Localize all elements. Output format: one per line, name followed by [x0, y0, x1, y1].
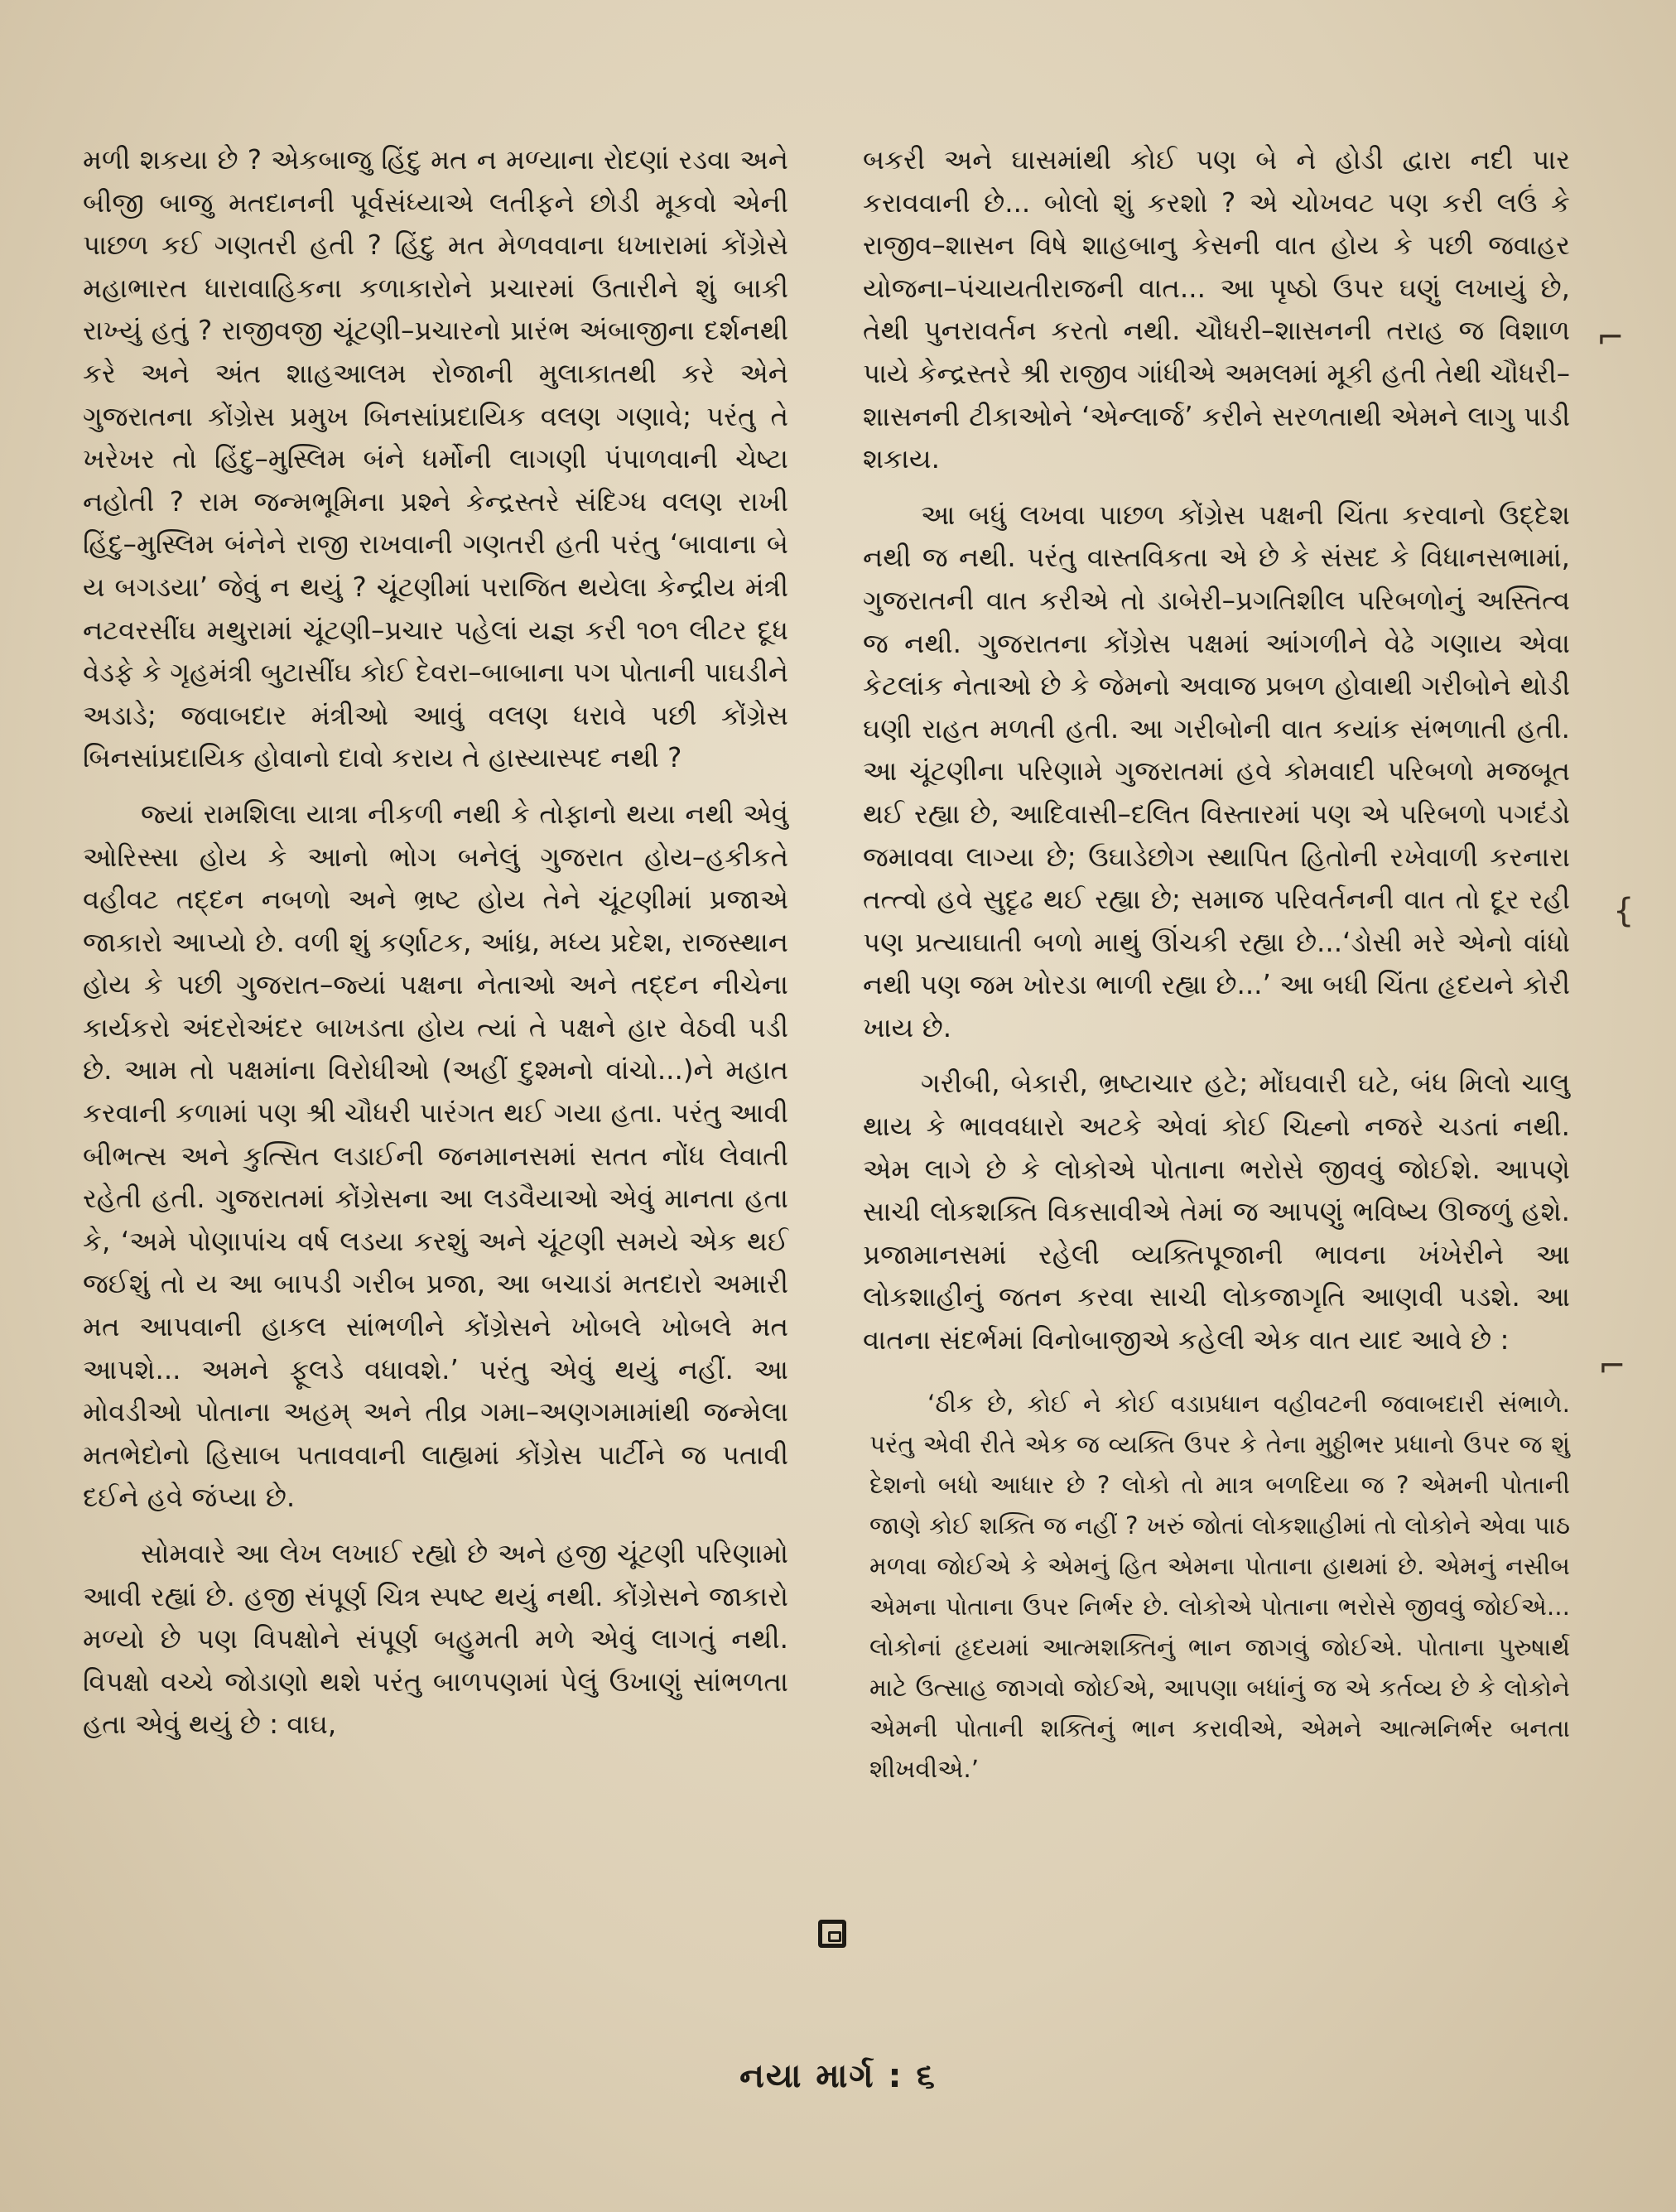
paper-tear-mark-icon: {: [1613, 892, 1635, 930]
left-paragraph-3: સોમવારે આ લેખ લખાઈ રહ્યો છે અને હજી ચૂંટણી પરિણામો આવી રહ્યાં છે. હજી સંપૂર્ણ ચિત્ર સ્પષ્ટ થયું નથી. કોંગ્રેસને જાકારો મળ્યો છે પણ વિપક્ષોને સંપૂર્ણ બહુમતી મળે એવું લાગતું નથી. વિપક્ષો વચ્ચે જોડાણો થશે પરંતુ બાળપણમાં પેલું ઉખાણું સાંભળતા હતા એવું થયું છે : વાઘ,: [83, 1538, 788, 1741]
vinoba-quote: ‘ઠીક છે, કોઈ ને કોઈ વડાપ્રધાન વહીવટની જવાબદારી સંભાળે. પરંતુ એવી રીતે એક જ વ્યક્તિ ઉપર કે તેના મુઠ્ઠીભર પ્રધાનો ઉપર જ શું દેશનો બધો આધાર છે ? લોકો તો માત્ર બળદિયા જ ? એમની પોતાની જાણે કોઈ શક્તિ જ નહીં ? ખરું જોતાં લોકશાહીમાં તો લોકોને એવા પાઠ મળવા જોઈએ કે એમનું હિત એમના પોતાના હાથમાં છે. એમનું નસીબ એમના પોતાના ઉપર નિર્ભર છે. લોકોએ પોતાના ભરોસે જીવવું જોઈએ... લોકોનાં હૃદયમાં આત્મશક્તિનું ભાન જાગવું જોઈએ. પોતાના પુરુષાર્થ માટે ઉત્સાહ જાગવો જોઈએ, આપણા બધાંનું જ એ કર્તવ્ય છે કે લોકોને એમની પોતાની શક્તિનું ભાન કરાવીએ, એમને આત્મનિર્ભર બનતા શીખવીએ.’: [869, 1389, 1570, 1783]
right-column: [863, 139, 1570, 1803]
left-column: [83, 139, 788, 1760]
paper-tear-mark-icon: ⌐: [1598, 1347, 1626, 1386]
page-footer: નયા માર્ગ : ૬: [739, 2057, 937, 2095]
left-paragraph-1: મળી શકયા છે ? એકબાજુ હિંદુ મત ન મળ્યાના રોદણાં રડવા અને બીજી બાજુ મતદાનની પૂર્વસંધ્યાએ લતીફને છોડી મૂકવો એની પાછળ કઈ ગણતરી હતી ? હિંદુ મત મેળવવાના ધખારામાં કોંગ્રેસે મહાભારત ધારાવાહિકના કળાકારોને પ્રચારમાં ઉતારીને શું બાકી રાખ્યું હતું ? રાજીવજી ચૂંટણી–પ્રચારનો પ્રારંભ અંબાજીના દર્શનથી કરે અને અંત શાહઆલમ રોજાની મુલાકાતથી કરે એને ગુજરાતના કોંગ્રેસ પ્રમુખ બિનસાંપ્રદાયિક વલણ ગણાવે; પરંતુ તે ખરેખર તો હિંદુ–મુસ્લિમ બંને ધર્મોની લાગણી પંપાળવાની ચેષ્ટા નહોતી ? રામ જન્મભૂમિના પ્રશ્ને કેન્દ્રસ્તરે સંદિગ્ધ વલણ રાખી હિંદુ–મુસ્લિમ બંનેને રાજી રાખવાની ગણતરી હતી પરંતુ ‘બાવાના બે ય બગડયા’ જેવું ન થયું ? ચૂંટણીમાં પરાજિત થયેલા કેન્દ્રીય મંત્રી નટવરસીંઘ મથુરામાં ચૂંટણી–પ્રચાર પહેલાં યજ્ઞ કરી ૧૦૧ લીટર દૂધ વેડફે કે ગૃહમંત્રી બુટાસીંઘ કોઈ દેવરા–બાબાના પગ પોતાની પાઘડીને અડાડે; જવાબદાર મંત્રીઓ આવું વલણ ધરાવે પછી કોંગ્રેસ બિનસાંપ્રદાયિક હોવાનો દાવો કરાય તે હાસ્યાસ્પદ નથી ?: [83, 144, 788, 774]
paper-tear-mark-icon: ⌐: [1597, 319, 1625, 357]
right-paragraph-1: બકરી અને ઘાસમાંથી કોઈ પણ બે ને હોડી દ્વારા નદી પાર કરાવવાની છે... બોલો શું કરશો ? એ ચોખવટ પણ કરી લઉં કે રાજીવ–શાસન વિષે શાહબાનુ કેસની વાત હોય કે પછી જવાહર યોજના–પંચાયતીરાજની વાત... આ પૃષ્ઠો ઉપર ઘણું લખાયું છે, તેથી પુનરાવર્તન કરતો નથી. ચૌધરી–શાસનની તરાહ જ વિશાળ પાયે કેન્દ્રસ્તરે શ્રી રાજીવ ગાંધીએ અમલમાં મૂકી હતી તેથી ચૌધરી–શાસનની ટીકાઓને ‘એન્લાર્જ’ કરીને સરળતાથી એમને લાગુ પાડી શકાય.: [863, 144, 1570, 475]
end-of-article-mark-icon: [818, 1920, 846, 1948]
right-paragraph-3: ગરીબી, બેકારી, ભ્રષ્ટાચાર હટે; મોંઘવારી ઘટે, બંધ મિલો ચાલુ થાય કે ભાવવધારો અટકે એવાં કોઈ ચિહ્નો નજરે ચડતાં નથી. એમ લાગે છે કે લોકોએ પોતાના ભરોસે જીવવું જોઈશે. આપણે સાચી લોકશક્તિ વિકસાવીએ તેમાં જ આપણું ભવિષ્ય ઊજળું હશે. પ્રજામાનસમાં રહેલી વ્યક્તિપૂજાની ભાવના ખંખેરીને આ લોકશાહીનું જતન કરવા સાચી લોકજાગૃતિ આણવી પડશે. આ વાતના સંદર્ભમાં વિનોબાજીએ કહેલી એક વાત યાદ આવે છે :: [863, 1067, 1570, 1357]
left-paragraph-2: જ્યાં રામશિલા યાત્રા નીકળી નથી કે તોફાનો થયા નથી એવું ઓરિસ્સા હોય કે આનો ભોગ બનેલું ગુજરાત હોય–હકીકતે વહીવટ તદ્દન નબળો અને ભ્રષ્ટ હોય તેને ચૂંટણીમાં પ્રજાએ જાકારો આપ્યો છે. વળી શું કર્ણાટક, આંધ્ર, મધ્ય પ્રદેશ, રાજસ્થાન હોય કે પછી ગુજરાત–જ્યાં પક્ષના નેતાઓ અને તદ્દન નીચેના કાર્યકરો અંદરોઅંદર બાખડતા હોય ત્યાં તે પક્ષને હાર વેઠવી પડી છે. આમ તો પક્ષમાંના વિરોધીઓ (અહીં દુશ્મનો વાંચો...)ને મહાત કરવાની કળામાં પણ શ્રી ચૌધરી પારંગત થઈ ગયા હતા. પરંતુ આવી બીભત્સ અને કુત્સિત લડાઈની જનમાનસમાં સતત નોંધ લેવાતી રહેતી હતી. ગુજરાતમાં કોંગ્રેસના આ લડવૈયાઓ એવું માનતા હતા કે, ‘અમે પોણાપાંચ વર્ષ લડયા કરશું અને ચૂંટણી સમયે એક થઈ જઈશું તો ય આ બાપડી ગરીબ પ્રજા, આ બચાડાં મતદારો અમારી મત આપવાની હાકલ સાંભળીને કોંગ્રેસને ખોબલે ખોબલે મત આપશે... અમને ફૂલડે વધાવશે.’ પરંતુ એવું થયું નહીં. આ મોવડીઓ પોતાના અહમ્ અને તીવ્ર ગમા–અણગમામાંથી જન્મેલા મતભેદોનો હિસાબ પતાવવાની લાહ્યમાં કોંગ્રેસ પાર્ટીને જ પતાવી દઈને હવે જંપ્યા છે.: [83, 798, 788, 1514]
right-paragraph-2: આ બધું લખવા પાછળ કોંગ્રેસ પક્ષની ચિંતા કરવાનો ઉદ્દેશ નથી જ નથી. પરંતુ વાસ્તવિકતા એ છે કે સંસદ કે વિધાનસભામાં, ગુજરાતની વાત કરીએ તો ડાબેરી–પ્રગતિશીલ પરિબળોનું અસ્તિત્વ જ નથી. ગુજરાતના કોંગ્રેસ પક્ષમાં આંગળીને વેઢે ગણાય એવા કેટલાંક નેતાઓ છે કે જેમનો અવાજ પ્રબળ હોવાથી ગરીબોને થોડી ઘણી રાહત મળતી હતી. આ ગરીબોની વાત કયાંક સંભળાતી હતી. આ ચૂંટણીના પરિણામે ગુજરાતમાં હવે કોમવાદી પરિબળો મજબૂત થઈ રહ્યા છે, આદિવાસી–દલિત વિસ્તારમાં પણ એ પરિબળો પગદંડો જમાવવા લાગ્યા છે; ઉઘાડેછોગ સ્થાપિત હિતોની રખેવાળી કરનારા તત્ત્વો હવે સુદૃઢ થઈ રહ્યા છે; સમાજ પરિવર્તનની વાત તો દૂર રહી પણ પ્રત્યાઘાતી બળો માથું ઊંચકી રહ્યા છે...‘ડોસી મરે એનો વાંધો નથી પણ જમ ખોરડા ભાળી રહ્યા છે...’ આ બધી ચિંતા હૃદયને કોરી ખાય છે.: [863, 499, 1570, 1043]
